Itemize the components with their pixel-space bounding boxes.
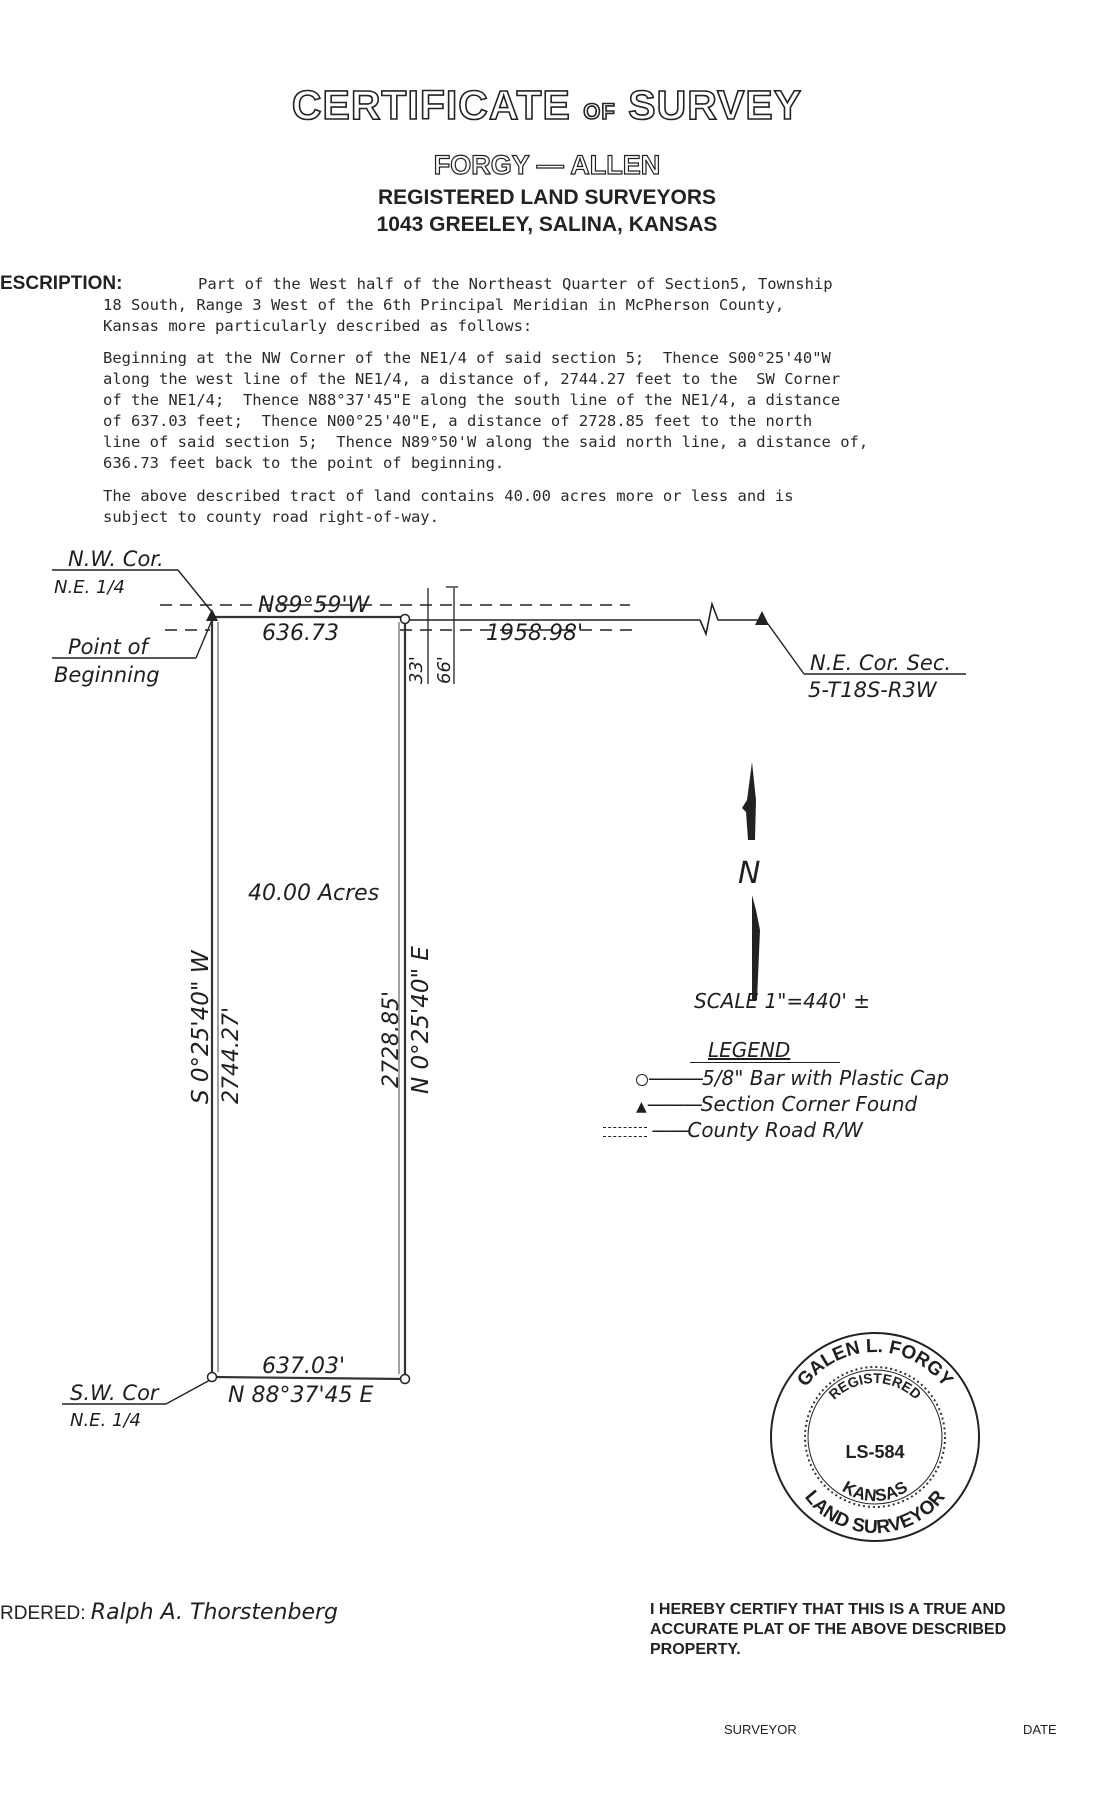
- legend-item-corner: ▲———Section Corner Found: [636, 1092, 918, 1116]
- bar-cap-ne: [401, 615, 410, 624]
- seal-inner-top: REGISTERED: [825, 1369, 925, 1403]
- seal-bottom-text: LAND SURVEYOR: [800, 1486, 950, 1539]
- ne-cor-label: N.E. Cor. Sec.: [810, 651, 952, 675]
- east-distance-top-label: 1958.98': [486, 621, 584, 646]
- bar-cap-symbol-icon: [636, 1074, 648, 1086]
- pob-label: Point of: [68, 635, 148, 659]
- description-intro-3: Kansas more particularly described as follows:: [103, 317, 533, 335]
- description-body-1: Beginning at the NW Corner of the NE1/4 of said section 5; Thence S00°25'40"W: [103, 349, 831, 367]
- title-certificate: CERTIFICATE: [291, 82, 571, 128]
- pob-leader: [196, 620, 212, 658]
- certify-line-3: PROPERTY.: [650, 1641, 741, 1658]
- plat-drawing: [0, 540, 1094, 1431]
- row-66-label: 66': [434, 656, 455, 684]
- south-distance-label: 637.03': [262, 1354, 346, 1379]
- scale-label: SCALE 1"=440' ±: [694, 989, 870, 1013]
- description-body-4: of 637.03 feet; Thence N00°25'40"E, a distance of 2728.85 feet to the north: [103, 412, 813, 430]
- acreage-line-2: subject to county road right-of-way.: [103, 508, 439, 526]
- description-body-5: line of said section 5; Thence N89°50'W along the said north line, a distance of,: [103, 433, 869, 451]
- section-corner-nw: [206, 609, 218, 621]
- sw-cor-leader: [166, 1380, 210, 1404]
- description-body-6: 636.73 feet back to the point of beginning.: [103, 454, 505, 472]
- nw-cor-label-2: N.E. 1/4: [54, 577, 125, 598]
- legend-title: LEGEND: [708, 1038, 791, 1062]
- certification-statement: [650, 1600, 1006, 1660]
- section-corner-symbol-icon: ▲: [636, 1099, 647, 1115]
- section-corner-ne: [755, 611, 769, 625]
- legend-corner-label: Section Corner Found: [700, 1092, 918, 1116]
- west-bearing-label: S 0°25'40" W: [188, 950, 214, 1104]
- legend-row-label: County Road R/W: [687, 1118, 863, 1142]
- north-arrow: [738, 762, 760, 1000]
- legend-item-row: ——County Road R/W: [603, 1118, 863, 1142]
- title-of: OF: [583, 99, 616, 124]
- description-body-3: of the NE1/4; Thence N88°37'45"E along the south line of the NE1/4, a distance: [103, 391, 841, 409]
- east-distance-label: 2728.85': [379, 990, 404, 1088]
- certify-line-2: ACCURATE PLAT OF THE ABOVE DESCRIBED: [650, 1621, 1007, 1638]
- break-symbol: [700, 604, 762, 634]
- ordered-label: RDERED:: [0, 1603, 86, 1624]
- firm-address: 1043 GREELEY, SALINA, KANSAS: [376, 213, 718, 236]
- firm-name: FORGY — ALLEN: [433, 150, 661, 180]
- sw-cor-label: S.W. Cor: [70, 1381, 159, 1405]
- seal-top-text: GALEN L. FORGY: [793, 1335, 957, 1391]
- legend-bar-label: 5/8" Bar with Plastic Cap: [702, 1066, 950, 1090]
- north-bearing-label: N89°59'W: [258, 593, 370, 618]
- description-body-2: along the west line of the NE1/4, a distance of, 2744.27 feet to the SW Corner: [103, 370, 841, 388]
- north-distance-label: 636.73: [262, 621, 339, 646]
- bar-cap-se: [401, 1375, 410, 1384]
- east-bearing-label: N 0°25'40" E: [408, 946, 434, 1094]
- ordered-by: [0, 1600, 338, 1625]
- surveyor-signature-label: SURVEYOR: [724, 1722, 797, 1737]
- ne-cor-label-2: 5-T18S-R3W: [808, 678, 937, 702]
- pob-label-2: Beginning: [54, 663, 160, 687]
- legend-divider: [690, 1062, 840, 1063]
- row-33-label: 33': [406, 656, 427, 684]
- tract-boundary: [212, 617, 405, 1379]
- description-intro-2: 18 South, Range 3 West of the 6th Principal Meridian in McPherson County,: [103, 296, 785, 314]
- ne-cor-leader: [768, 624, 804, 674]
- firm-subtitle: REGISTERED LAND SURVEYORS: [378, 186, 716, 209]
- description-label: ESCRIPTION:: [0, 273, 123, 294]
- bar-cap-sw: [208, 1373, 217, 1382]
- dashed-line-symbol-icon: [603, 1127, 647, 1137]
- acreage-line-1: The above described tract of land contains 40.00 acres more or less and is: [103, 487, 794, 505]
- description-intro-1: Part of the West half of the Northeast Quarter of Section5, Township: [198, 275, 833, 293]
- west-distance-label: 2744.27': [219, 1006, 244, 1104]
- acres-label: 40.00 Acres: [248, 881, 380, 906]
- seal-license: LS-584: [845, 1442, 905, 1462]
- sw-cor-label-2: N.E. 1/4: [70, 1410, 141, 1431]
- title-survey: SURVEY: [628, 82, 803, 128]
- page-title: [0, 82, 1094, 129]
- certify-line-1: I HEREBY CERTIFY THAT THIS IS A TRUE AND: [650, 1601, 1006, 1618]
- north-arrow-label: N: [738, 856, 761, 891]
- ordered-name: Ralph A. Thorstenberg: [90, 1600, 338, 1625]
- nw-cor-label: N.W. Cor.: [68, 547, 164, 571]
- south-bearing-label: N 88°37'45 E: [228, 1383, 374, 1408]
- date-label: DATE: [1023, 1722, 1057, 1737]
- seal-inner-bottom: KANSAS: [839, 1477, 911, 1506]
- surveyor-seal: [766, 1328, 984, 1546]
- legend-item-bar: ———5/8" Bar with Plastic Cap: [636, 1066, 949, 1090]
